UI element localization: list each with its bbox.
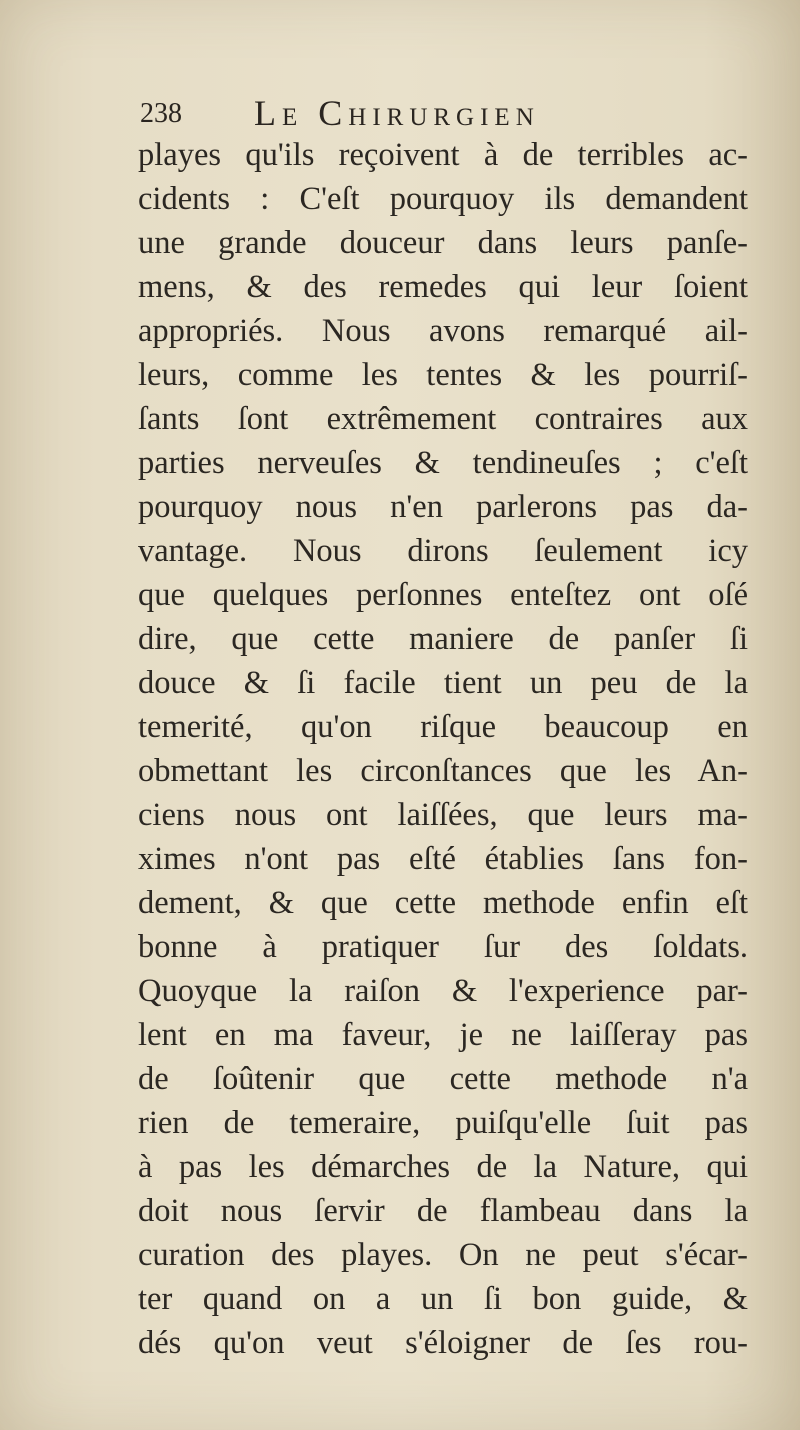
text-line: bonne à pratiquer ſur des ſoldats.: [138, 929, 748, 965]
text-line: lent en ma faveur, je ne laiſſeray pas: [138, 1017, 748, 1053]
text-line: de ſoûtenir que cette methode n'a: [138, 1061, 748, 1097]
text-line: temerité, qu'on riſque beaucoup en: [138, 709, 748, 745]
text-line: cidents : C'eſt pourquoy ils demandent: [138, 181, 748, 217]
text-line: dement, & que cette methode enfin eſt: [138, 885, 748, 921]
text-line: dés qu'on veut s'éloigner de ſes rou-: [138, 1325, 748, 1361]
text-line: curation des playes. On ne peut s'écar-: [138, 1237, 748, 1273]
body-text: [138, 133, 748, 1365]
text-line: une grande douceur dans leurs panſe-: [138, 225, 748, 261]
text-line: doit nous ſervir de flambeau dans la: [138, 1193, 748, 1229]
text-line: douce & ſi facile tient un peu de la: [138, 665, 748, 701]
text-line: à pas les démarches de la Nature, qui: [138, 1149, 748, 1185]
running-head: [140, 92, 700, 132]
text-line: obmettant les circonſtances que les An-: [138, 753, 748, 789]
text-line: rien de temeraire, puiſqu'elle ſuit pas: [138, 1105, 748, 1141]
text-line: Quoyque la raiſon & l'experience par-: [138, 973, 748, 1009]
text-line: ſants ſont extrêmement contraires aux: [138, 401, 748, 437]
text-line: dire, que cette maniere de panſer ſi: [138, 621, 748, 657]
text-line: parties nerveuſes & tendineuſes ; c'eſt: [138, 445, 748, 481]
text-line: pourquoy nous n'en parlerons pas da-: [138, 489, 748, 525]
text-line: leurs, comme les tentes & les pourriſ-: [138, 357, 748, 393]
page-number: 238: [140, 98, 182, 129]
text-line: mens, & des remedes qui leur ſoient: [138, 269, 748, 305]
text-line: ximes n'ont pas eſté établies ſans fon-: [138, 841, 748, 877]
text-line: vantage. Nous dirons ſeulement icy: [138, 533, 748, 569]
text-line: ciens nous ont laiſſées, que leurs ma-: [138, 797, 748, 833]
text-line: playes qu'ils reçoivent à de terribles ac-: [138, 137, 748, 173]
text-line: ter quand on a un ſi bon guide, &: [138, 1281, 748, 1317]
running-title: Le Chirurgien: [254, 93, 540, 133]
text-line: appropriés. Nous avons remarqué ail-: [138, 313, 748, 349]
text-line: que quelques perſonnes enteſtez ont oſé: [138, 577, 748, 613]
